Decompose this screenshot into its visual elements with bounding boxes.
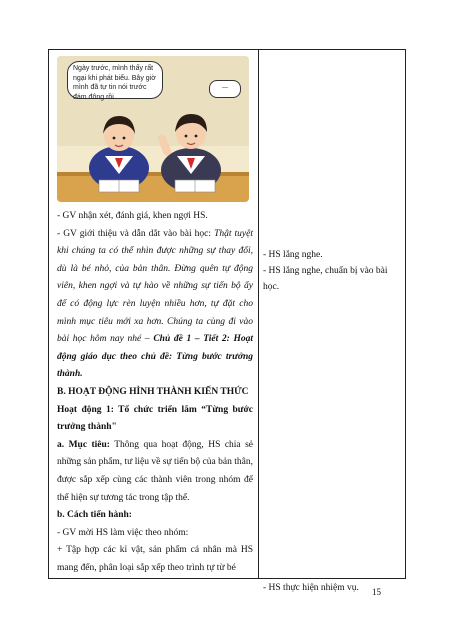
speech-bubble-right: ... <box>209 80 241 98</box>
lesson-intro-lead: - GV giới thiệu và dẫn dắt vào bài học: <box>57 228 215 239</box>
method-label: b. Cách tiến hành: <box>57 510 132 521</box>
teacher-activities <box>57 208 253 577</box>
student-column <box>263 247 403 596</box>
method-step-2: + Tập hợp các kỉ vật, sản phẩm cá nhân mà HS mang đến, phân loại sắp xếp theo trình tự từ bé <box>57 545 253 573</box>
teacher-column <box>57 56 253 577</box>
column-divider <box>258 50 259 578</box>
method-step-1: - GV mời HS làm việc theo nhóm: <box>57 527 189 538</box>
teacher-feedback-text: - GV nhận xét, đánh giá, khen ngợi HS. <box>57 211 208 221</box>
student-response-3: - HS thực hiện nhiệm vụ. <box>263 583 359 593</box>
goal-text: Thông qua hoạt động, HS chia sẻ những sản phẩm, tư liệu về sự tiến bộ của bản thân, được sắp xếp cùng các thành viên trong nhóm để thể hiện sự tương tác trong tập thể. <box>57 439 253 503</box>
classroom-illustration <box>57 56 249 202</box>
page-number: 15 <box>372 587 381 597</box>
lesson-intro-italic: Thật tuyệt khi chúng ta có thể nhìn được những sự thay đổi, dù là bé nhỏ, của bản thân. Đừng quên tự động viên, khen ngợi và tự hào về những sự tiến bộ ấy để có động lực rèn luyện nhiều hơn, tự đặt cho mình mục tiêu mới xa hơn. Chúng ta cùng đi vào bài học hôm nay nhé – <box>57 228 253 345</box>
student-response-2: - HS lắng nghe, chuẩn bị vào bài học. <box>263 266 388 292</box>
activity-title: Hoạt động 1: Tổ chức triển lãm “Từng bước trưởng thành" <box>57 404 253 433</box>
lesson-intro-paragraph <box>57 226 253 384</box>
section-heading: B. HOẠT ĐỘNG HÌNH THÀNH KIẾN THỨC <box>57 386 249 397</box>
goal-paragraph <box>57 437 253 507</box>
student-response-1: - HS lắng nghe. <box>263 250 323 260</box>
student-column-spacer <box>263 295 403 580</box>
lesson-topic-title: Chủ đề 1 – Tiết 2: Hoạt động giáo dục theo chủ đề: Từng bước trưởng thành. <box>57 334 254 380</box>
goal-label: a. Mục tiêu: <box>57 439 110 450</box>
speech-bubble-left: Ngày trước, mình thấy rất ngại khi phát biểu. Bây giờ mình đã tự tin nói trước đám đông rồi. <box>67 61 163 99</box>
